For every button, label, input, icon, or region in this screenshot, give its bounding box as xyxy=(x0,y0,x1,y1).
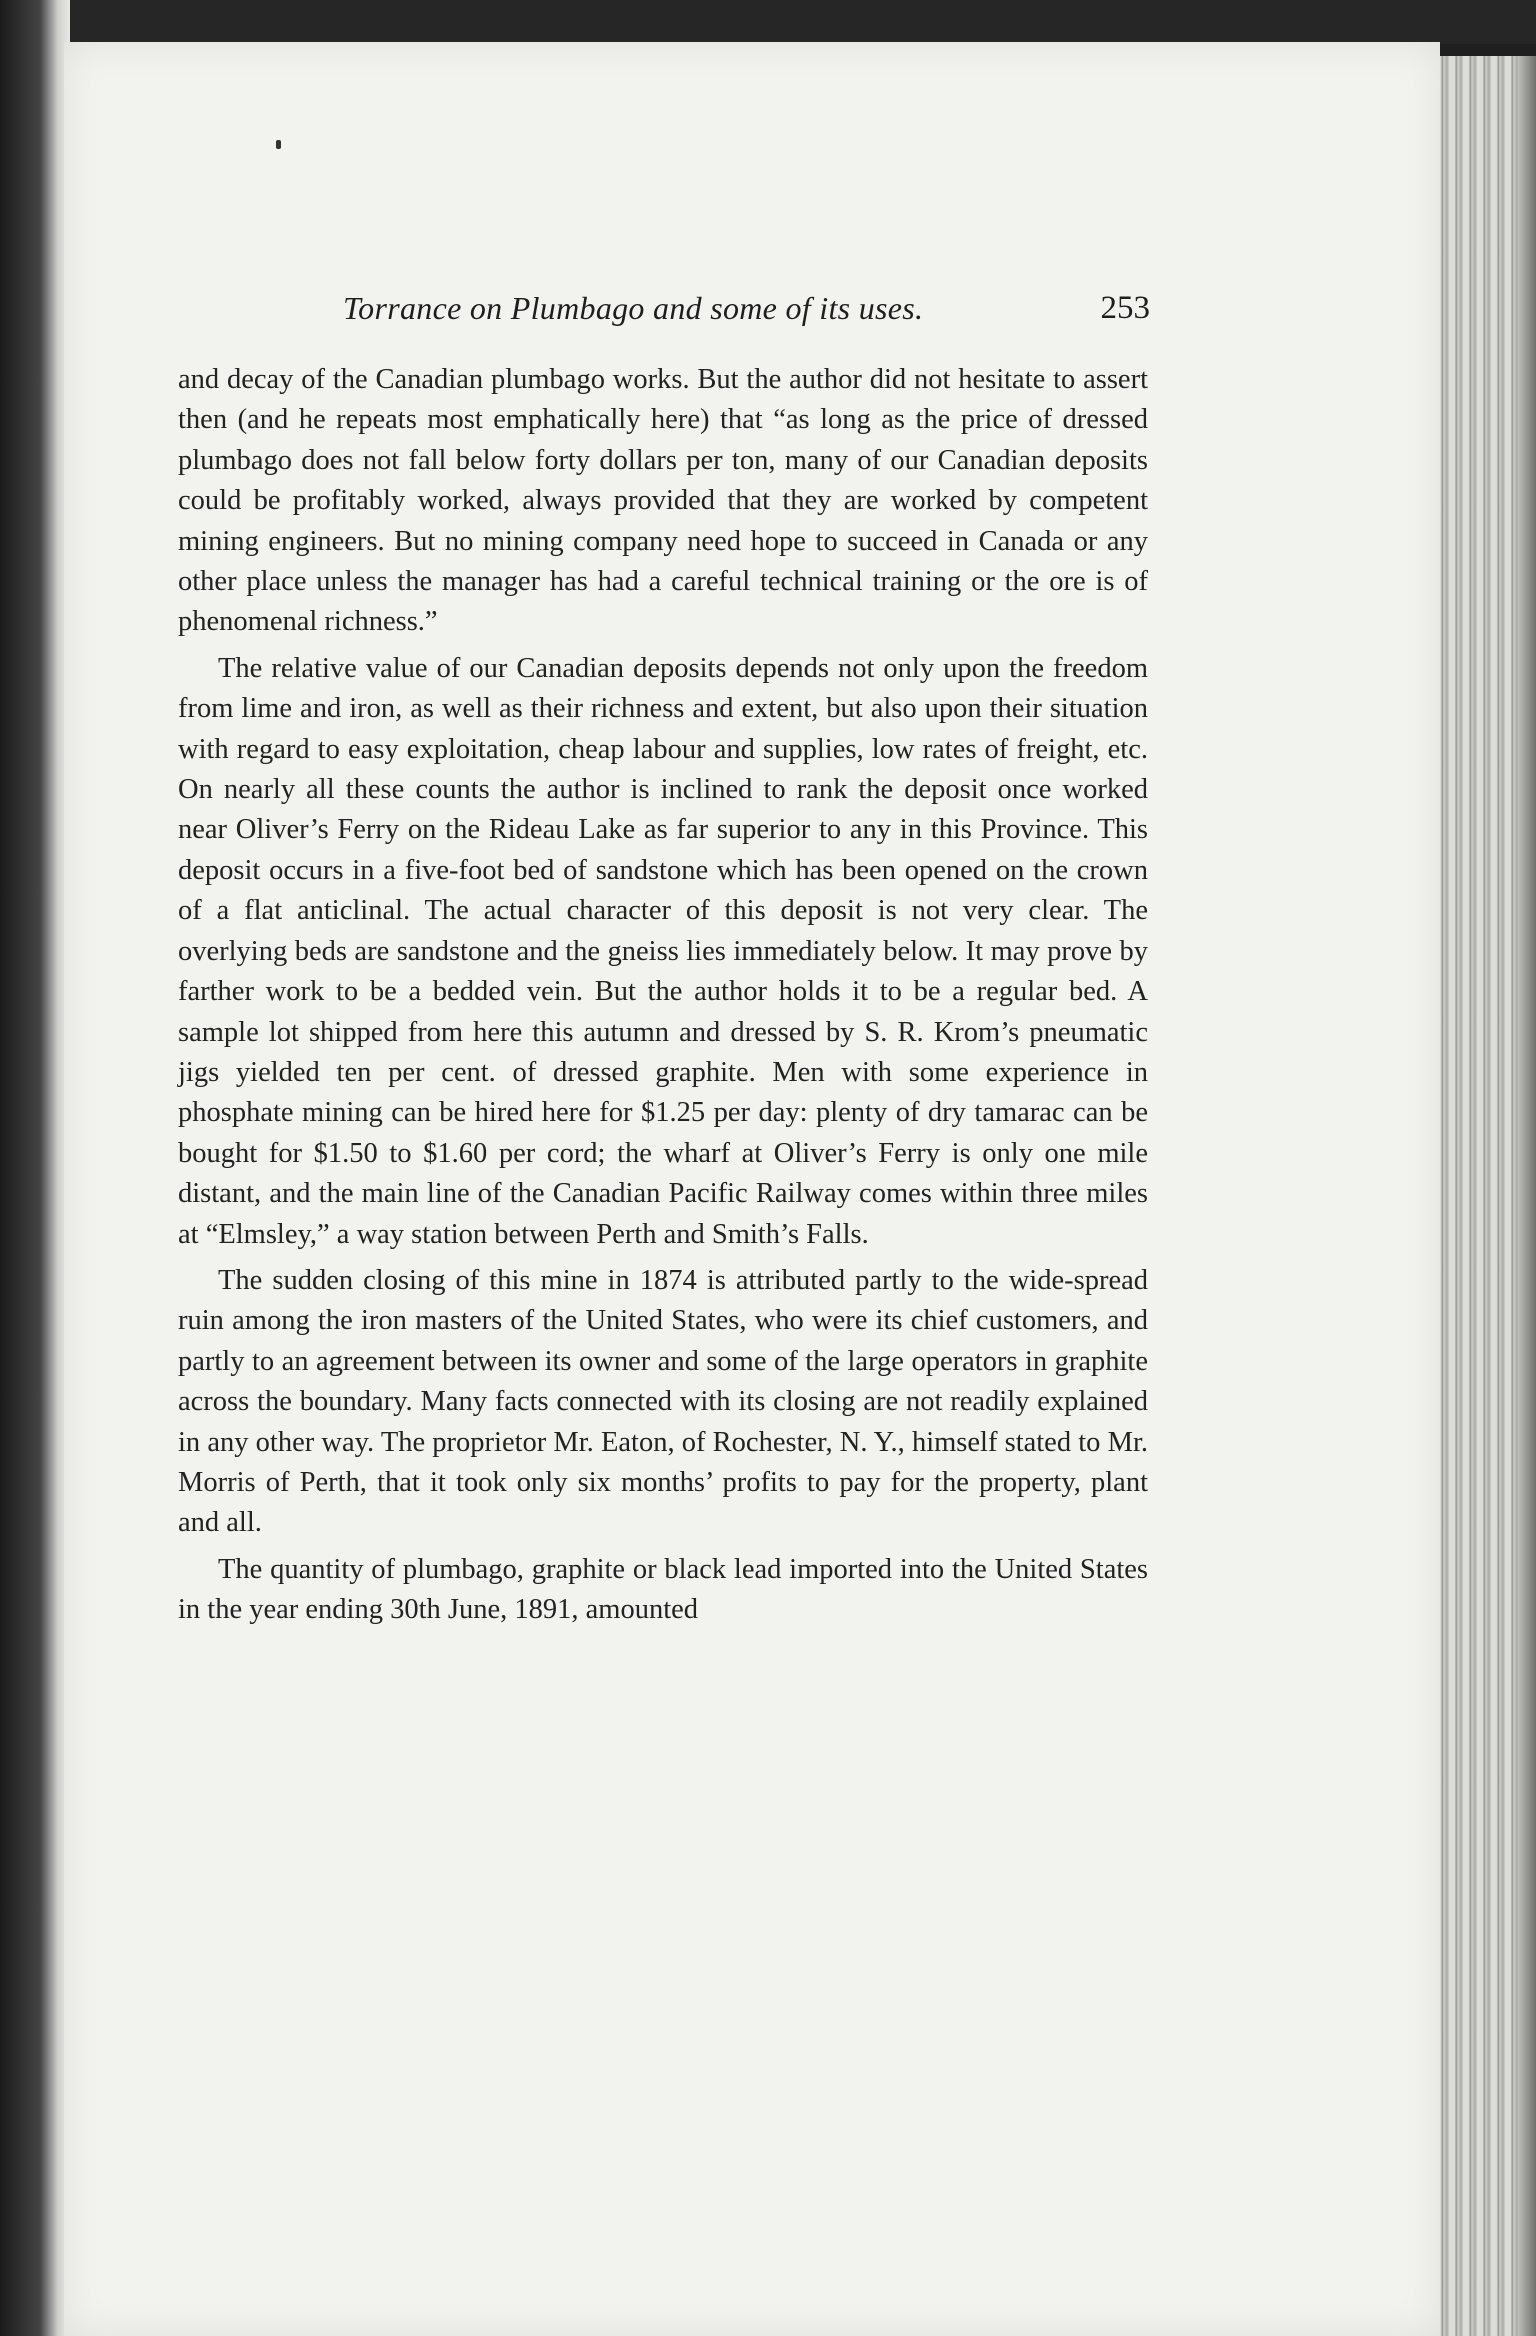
scan-top-border xyxy=(0,0,1536,44)
body-text xyxy=(178,360,1148,1637)
paragraph: The quantity of plumbago, graphite or black lead imported into the United States in the year ending 30th June, 1891, amounted xyxy=(178,1553,1148,1626)
ink-speck xyxy=(276,140,281,149)
page-number: 253 xyxy=(1100,290,1150,326)
running-header xyxy=(178,284,1190,336)
paragraph: The relative value of our Canadian deposits depends not only upon the freedom from lime and iron, as well as their richness and extent, but also upon their situation with regard to easy exploitation, cheap labour and supplies, low rates of freight, etc. On nearly all these counts the author is inclined to rank the deposit once worked near Oliver’s Ferry on the Rideau Lake as far superior to any in this Province. This deposit occurs in a five-foot bed of sandstone which has been opened on the crown of a flat anticlinal. The actual character of this deposit is not very clear. The overlying beds are sandstone and the gneiss lies immediately below. It may prove by farther work to be a bedded vein. But the author holds it to be a regular bed. A sample lot shipped from here this autumn and dressed by S. R. Krom’s pneumatic jigs yielded ten per cent. of dressed graphite. Men with some experience in phosphate mining can be hired here for $1.25 per day: plenty of dry tamarac can be bought for $1.50 to $1.60 per cord; the wharf at Oliver’s Ferry is only one mile distant, and the main line of the Canadian Pacific Railway comes within three miles at “Elmsley,” a way station between Perth and Smith’s Falls. xyxy=(178,652,1148,1250)
facing-page-edge xyxy=(0,0,70,2336)
running-title: Torrance on Plumbago and some of its uses. xyxy=(343,290,924,326)
paragraph: and decay of the Canadian plumbago works. But the author did not hesitate to assert then (and he repeats most emphatically here) that “as long as the price of dressed plumbago does not fall below forty dollars per ton, many of our Canadian deposits could be profitably worked, always provided that they are worked by competent mining engineers. But no mining company need hope to succeed in Canada or any other place unless the manager has had a careful technical training or the ore is of phenomenal richness.” xyxy=(178,364,1148,638)
book-page-edges xyxy=(1436,56,1536,2336)
paragraph: The sudden closing of this mine in 1874 is attributed partly to the wide-spread ruin among the iron masters of the United States, who were its chief customers, and partly to an agreement between its owner and some of the large operators in graphite across the boundary. Many facts connected with its closing are not readily explained in any other way. The proprietor Mr. Eaton, of Rochester, N. Y., himself stated to Mr. Morris of Perth, that it took only six months’ profits to pay for the property, plant and all. xyxy=(178,1264,1148,1539)
